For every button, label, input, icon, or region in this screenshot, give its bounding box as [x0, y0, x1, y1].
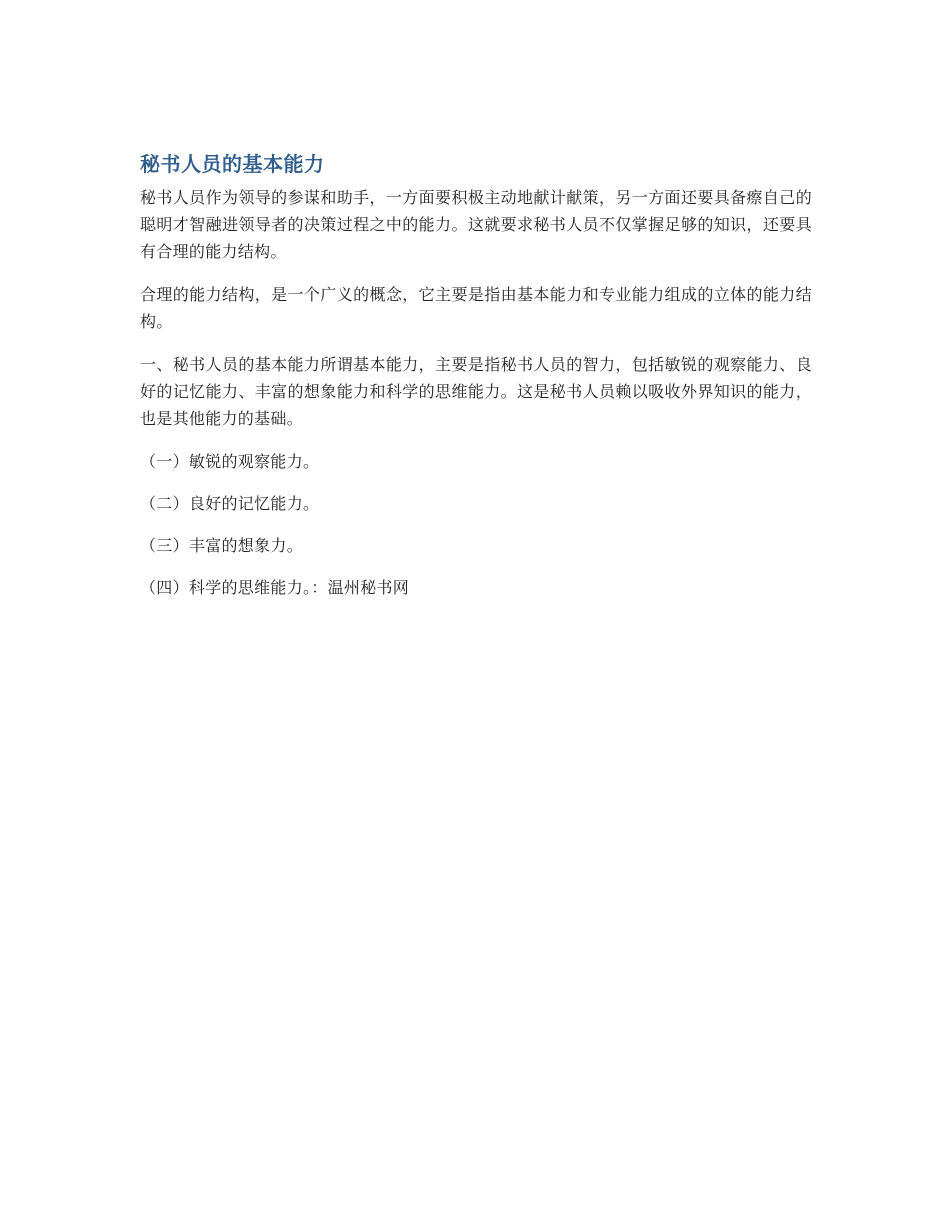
list-item-thinking: （四）科学的思维能力。：温州秘书网 — [140, 578, 410, 597]
document-content — [140, 150, 812, 616]
document-title: 秘书人员的基本能力 — [140, 152, 325, 176]
list-item-imagination: （三）丰富的想象力。 — [140, 536, 304, 555]
list-item-memory: （二）良好的记忆能力。 — [140, 494, 320, 513]
paragraph-structure: 合理的能力结构，是一个广义的概念，它主要是指由基本能力和专业能力组成的立体的能力结构。 — [140, 285, 812, 331]
paragraph-basic-ability: 一、秘书人员的基本能力所谓基本能力，主要是指秘书人员的智力，包括敏锐的观察能力、良好的记忆能力、丰富的想象能力和科学的思维能力。这是秘书人员赖以吸收外界知识的能力，也是其他能力的基础。 — [140, 355, 812, 428]
list-item-observation: （一）敏锐的观察能力。 — [140, 452, 320, 471]
paragraph-intro: 秘书人员作为领导的参谋和助手，一方面要积极主动地献计献策，另一方面还要具备瘵自己的聪明才智融进领导者的决策过程之中的能力。这就要求秘书人员不仅掌握足够的知识，还要具有合理的能力结构。 — [140, 188, 812, 261]
